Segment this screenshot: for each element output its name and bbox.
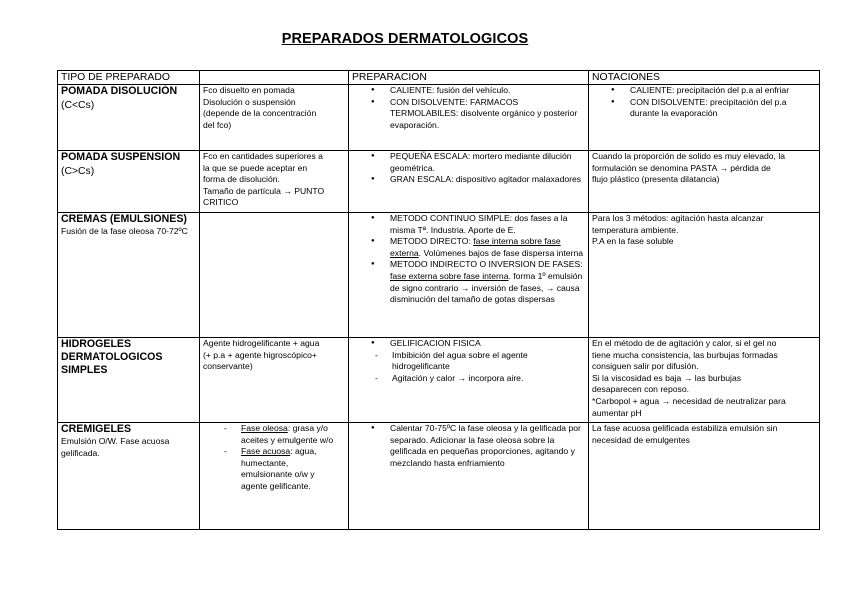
list-item: ● CON DISOLVENTE: precipitación del p.a durante la evaporación <box>630 97 816 120</box>
table-row <box>58 423 820 530</box>
type-name: HIDROGELES <box>61 338 132 350</box>
text-line: Si la viscosidad es baja → las burbujas <box>592 372 742 383</box>
header-blank <box>200 71 349 85</box>
list-item: ● METODO CONTINUO SIMPLE: dos fases a la misma Tª. Industria. Aporte de E. <box>390 213 585 236</box>
notes-cell <box>589 85 820 151</box>
text-line: necesidad de emulgentes <box>592 434 690 445</box>
text-line: Disolución o suspensión <box>203 96 296 107</box>
table-row <box>58 338 820 423</box>
type-name: CREMAS (EMULSIONES) <box>61 213 187 225</box>
preparation-list <box>352 423 585 469</box>
underlined-text: Fase acuosa <box>241 446 291 457</box>
preparation-sublist <box>352 350 585 385</box>
header-tipo: TIPO DE PREPARADO <box>58 71 200 85</box>
text-line: aumentar pH <box>592 407 642 418</box>
text-segment: : agua, humectante, emulsionante o/w y agente gelificante. <box>241 446 317 491</box>
list-item: ● GELIFICACION FISICA <box>390 338 585 350</box>
notes-cell <box>589 338 820 423</box>
preparation-cell <box>349 213 589 338</box>
notes-cell <box>589 423 820 530</box>
text-line: temperatura ambiente. <box>592 224 679 235</box>
text-line: flujo plástico (presenta dilatancia) <box>592 174 720 185</box>
text-segment: . forma 1º emulsión de signo contrario → inversión de fases, → causa disminución del tamaño de gotas dispersas <box>390 270 583 305</box>
preparation-cell <box>349 151 589 213</box>
list-item <box>241 423 341 446</box>
table-row <box>58 85 820 151</box>
description-cell <box>200 213 349 338</box>
text-segment: . Volúmenes bajos de fase dispersa interna <box>418 247 584 258</box>
list-item <box>390 259 585 305</box>
text-line: (depende de la concentración <box>203 108 317 119</box>
type-name: SIMPLES <box>61 364 108 376</box>
preparation-cell <box>349 85 589 151</box>
list-item: ● CON DISOLVENTE: FARMACOS TERMOLABILES: disolvente orgánico y posterior evaporación. <box>390 97 585 132</box>
text-line: tiene mucha consistencia, las burbujas formadas <box>592 349 778 360</box>
text-line: desaparecen con reposo. <box>592 384 689 395</box>
text-line: Fco en cantidades superiores a <box>203 151 323 161</box>
type-name: POMADA SUSPENSION <box>61 151 181 163</box>
list-item: ● Calentar 70-75ºC la fase oleosa y la gelificada por separado. Adicionar la fase oleosa sobre la gelificada en pequeñas proporciones, agitando y mezclando hasta enfriamiento <box>390 423 585 469</box>
type-subtitle: Emulsión O/W. Fase acuosa gelificada. <box>61 436 170 458</box>
notes-cell <box>589 151 820 213</box>
description-cell <box>200 338 349 423</box>
text-line: la que se puede aceptar en <box>203 162 308 173</box>
text-line: Tamaño de partícula → PUNTO <box>203 185 325 196</box>
type-subtitle: (C<Cs) <box>61 100 95 111</box>
phase-list <box>203 423 345 493</box>
text-line: Para los 3 métodos: agitación hasta alcanzar <box>592 213 764 223</box>
underlined-text: Fase oleosa <box>241 423 288 433</box>
text-line: consiguen salir por difusión. <box>592 361 699 372</box>
table-row <box>58 151 820 213</box>
text-line: P.A en la fase soluble <box>592 236 674 247</box>
list-item <box>241 446 341 492</box>
type-cell <box>58 85 200 151</box>
text-line: Fco disuelto en pomada <box>203 85 295 95</box>
text-line: En el método de de agitación y calor, si el gel no <box>592 338 777 348</box>
preparation-list <box>352 213 585 306</box>
table-header-row <box>58 71 820 85</box>
type-subtitle: (C>Cs) <box>61 166 95 177</box>
page-title: PREPARADOS DERMATOLOGICOS <box>281 31 529 47</box>
underlined-text: fase externa sobre fase interna <box>390 270 509 281</box>
preparations-table <box>57 70 820 530</box>
preparation-cell <box>349 338 589 423</box>
type-name: CREMIGELES <box>61 423 132 435</box>
text-line: conservante) <box>203 361 253 372</box>
type-name: POMADA DISOLUCIÓN <box>61 85 178 97</box>
type-subtitle: Fusión de la fase oleosa 70-72ºC <box>61 226 188 236</box>
header-preparacion: PREPARACION <box>349 71 589 85</box>
type-cell <box>58 338 200 423</box>
text-line: forma de disolución. <box>203 174 280 185</box>
description-cell <box>200 85 349 151</box>
text-line: Cuando la proporción de solido es muy elevado, la <box>592 151 786 161</box>
text-segment: METODO DIRECTO: <box>390 236 474 247</box>
preparation-list <box>352 151 585 186</box>
text-line: Agente hidrogelificante + agua <box>203 338 320 348</box>
description-cell <box>200 423 349 530</box>
list-item <box>390 236 585 259</box>
list-item: ● CALIENTE: fusión del vehículo. <box>390 85 585 97</box>
text-segment: METODO INDIRECTO O INVERSION DE FASES: <box>390 259 583 270</box>
text-line: (+ p.a + agente higroscópico+ <box>203 349 317 360</box>
text-segment: : grasa y/o aceites y emulgente w/o <box>241 423 334 445</box>
text-line: formulación se denomina PASTA → pérdida de <box>592 162 771 173</box>
type-cell <box>58 151 200 213</box>
text-line: La fase acuosa gelificada estabiliza emulsión sin <box>592 423 778 433</box>
description-cell <box>200 151 349 213</box>
text-line: del fco) <box>203 119 232 130</box>
notes-list <box>592 85 816 120</box>
list-item: ● PEQUEÑA ESCALA: mortero mediante dilución geométrica. <box>390 151 585 174</box>
list-item: - Imbibición del agua sobre el agente hidrogelificante <box>392 350 585 373</box>
list-item: - Agitación y calor → incorpora aire. <box>392 373 585 385</box>
preparation-cell <box>349 423 589 530</box>
notes-cell <box>589 213 820 338</box>
type-cell <box>58 423 200 530</box>
table-row <box>58 213 820 338</box>
header-notaciones: NOTACIONES <box>589 71 820 85</box>
type-name: DERMATOLOGICOS <box>61 351 163 363</box>
text-line: *Carbopol + agua → necesidad de neutralizar para <box>592 395 786 406</box>
preparation-list <box>352 338 585 350</box>
text-line: CRITICO <box>203 197 239 208</box>
list-item: ● CALIENTE: precipitación del p.a al enfriar <box>630 85 816 97</box>
preparation-list <box>352 85 585 131</box>
list-item: ● GRAN ESCALA: dispositivo agitador malaxadores <box>390 174 585 186</box>
type-cell <box>58 213 200 338</box>
underlined-text: fase interna sobre fase externa <box>390 236 561 258</box>
